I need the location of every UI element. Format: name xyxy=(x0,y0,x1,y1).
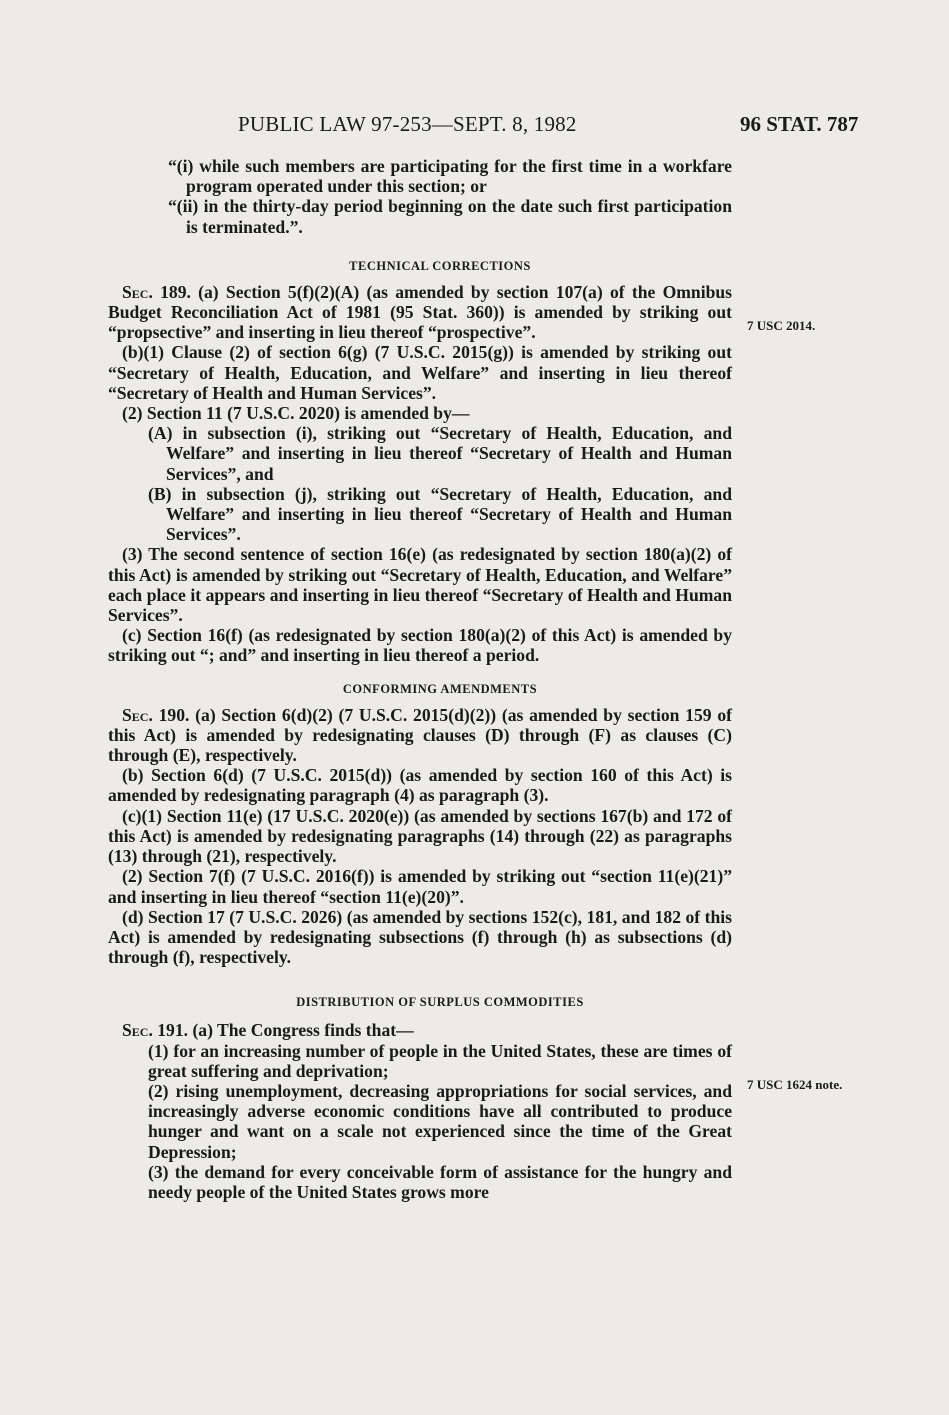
sec189-a-text: 189. (a) Section 5(f)(2)(A) (as amended by section 107(a) of the Omnibus Budget Reconciliation Act of 1981 (95 Stat. 360)) is amended by striking out “propsective” and inserting in lieu thereof “prospective”. xyxy=(108,281,732,343)
sec189-b3: (3) The second sentence of section 16(e) (as redesignated by section 180(a)(2) of this Act) is amended by striking out “Secretary of Health, Education, and Welfare” each place it appears and inserting in lieu thereof “Secretary of Health and Human Services”. xyxy=(108,544,732,626)
sec190-c1: (c)(1) Section 11(e) (17 U.S.C. 2020(e)) (as amended by sections 167(b) and 172 of this Act) is amended by redesignating paragraphs (14) through (22) as paragraphs (13) through (21), respectively. xyxy=(108,805,732,867)
sec-abbrev: Sec. xyxy=(122,281,153,302)
section-heading-distribution: DISTRIBUTION OF SURPLUS COMMODITIES xyxy=(296,995,584,1010)
sec190-b: (b) Section 6(d) (7 U.S.C. 2015(d)) (as amended by section 160 of this Act) is amended by redesignating paragraph (4) as paragraph (3). xyxy=(108,765,732,806)
sec-abbrev: Sec. xyxy=(122,1020,153,1041)
sec191-finding-2: (2) rising unemployment, decreasing appropriations for social services, and increasingly adverse economic conditions have all contributed to produce hunger and want on a scale not experienced since the time of the Great Depression; xyxy=(148,1080,732,1162)
sec190-d: (d) Section 17 (7 U.S.C. 2026) (as amended by sections 152(c), 181, and 182 of this Act) is amended by redesignating subsections (f) through (h) as subsections (d) through (f), respectively. xyxy=(108,906,732,968)
section-heading-technical: TECHNICAL CORRECTIONS xyxy=(349,258,531,273)
margin-note-7usc2014: 7 USC 2014. xyxy=(747,318,816,333)
sec189-c: (c) Section 16(f) (as redesignated by section 180(a)(2) of this Act) is amended by striking out “; and” and inserting in lieu thereof a period. xyxy=(108,625,732,666)
statute-page-number: 96 STAT. 787 xyxy=(740,112,859,136)
body-text xyxy=(108,156,732,1202)
sec189-b1: (b)(1) Clause (2) of section 6(g) (7 U.S.C. 2015(g)) is amended by striking out “Secretary of Health, Education, and Welfare” and inserting in lieu thereof “Secretary of Health and Human Services”. xyxy=(108,342,732,403)
clause-ii: “(ii) in the thirty-day period beginning on the date such first participation is terminated.”. xyxy=(168,196,732,237)
sec-abbrev: Sec. xyxy=(122,704,153,725)
page-header xyxy=(0,112,949,142)
sec189-b2B: (B) in subsection (j), striking out “Secretary of Health, Education, and Welfare” and inserting in lieu thereof “Secretary of Health and Human Services”. xyxy=(148,483,732,545)
sec191-finding-3: (3) the demand for every conceivable form of assistance for the hungry and needy people of the United States grows more xyxy=(148,1161,732,1202)
sec191-a-text: 191. (a) The Congress finds that— xyxy=(152,1020,414,1041)
running-title: PUBLIC LAW 97-253—SEPT. 8, 1982 xyxy=(238,112,577,136)
sec190-c2: (2) Section 7(f) (7 U.S.C. 2016(f)) is amended by striking out “section 11(e)(21)” and inserting in lieu thereof “section 11(e)(20)”. xyxy=(108,866,732,907)
sec190-a xyxy=(108,705,732,766)
sec190-a-text: 190. (a) Section 6(d)(2) (7 U.S.C. 2015(d)(2)) (as amended by section 159 of this Act) is amended by redesignating clauses (D) through (F) as clauses (C) through (E), respectively. xyxy=(108,704,732,766)
sec191-a xyxy=(108,1020,732,1040)
sec189-b2: (2) Section 11 (7 U.S.C. 2020) is amended by— xyxy=(122,403,470,424)
sec191-finding-1: (1) for an increasing number of people in the United States, these are times of great suffering and deprivation; xyxy=(148,1040,732,1081)
sec189-b2A: (A) in subsection (i), striking out “Secretary of Health, Education, and Welfare” and inserting in lieu thereof “Secretary of Health and Human Services”, and xyxy=(148,423,732,484)
clause-i: “(i) while such members are participating for the first time in a workfare program operated under this section; or xyxy=(168,156,732,197)
section-heading-conforming: CONFORMING AMENDMENTS xyxy=(342,681,538,696)
margin-note-7usc1624: 7 USC 1624 note. xyxy=(747,1077,843,1092)
sec189-a xyxy=(108,282,732,343)
